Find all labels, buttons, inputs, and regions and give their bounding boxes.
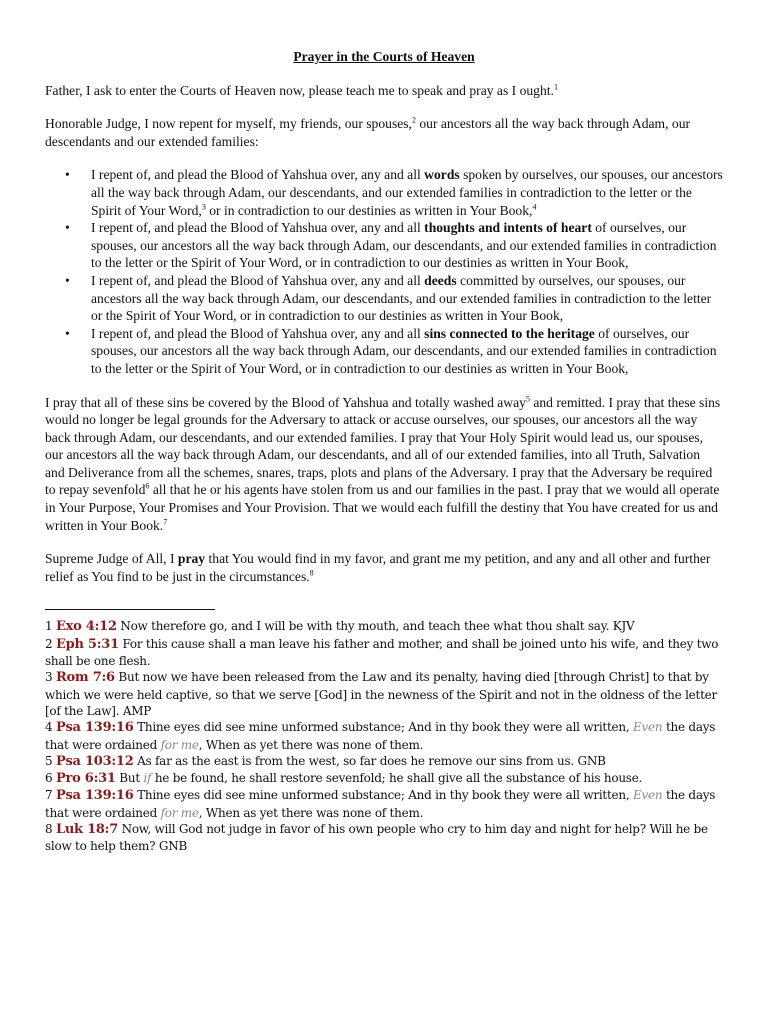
footnote-6	[45, 770, 723, 787]
repentance-list	[45, 166, 723, 377]
judge-text-a: Honorable Judge, I now repent for myself, my friends, our spouses,	[45, 116, 412, 132]
item-bold: words	[424, 167, 460, 183]
item-text: I repent of, and plead the Blood of Yahshua over, any and all	[91, 325, 425, 341]
scripture-ref: Luk 18:7	[55, 822, 119, 837]
scripture-ref: Eph 5:31	[55, 636, 119, 652]
list-item-heritage	[45, 325, 723, 378]
footnote-number: 3	[45, 670, 56, 685]
footnote-text: he be found, he shall restore sevenfold; he shall give all the substance of his house.	[151, 771, 643, 786]
footnote-marker: 8	[309, 568, 314, 578]
judge-paragraph	[45, 115, 723, 150]
item-bold: thoughts and intents of heart	[424, 220, 592, 236]
bullet-icon: •	[65, 220, 70, 236]
judge-text-b: our ancestors all the way back through Adam, our descendants and our extended families:	[45, 116, 691, 149]
footnote-8	[45, 821, 723, 855]
item-text: of ourselves, our spouses, our ancestors all the way back through Adam, our descendants, and our extended families in contradiction to the letter or the Spirit of Your Word, or in contradiction to our destinies as written in Your Book,	[91, 220, 717, 271]
item-text: I repent of, and plead the Blood of Yahshua over, any and all	[91, 167, 425, 183]
scripture-ref: Exo 4:12	[55, 619, 117, 635]
pray-text-b: and remitted. I pray that these sins would no longer be legal grounds for the Adversary to attack or accuse ourselves, our spouses, our ancestors all the way back through Adam, our descendants, and our extended families. I pray that Your Holy Spirit would lead us, our spouses, our ancestors all the way back through Adam, our descendants, and all of our extended families, into all Truth, Salvation and Deliverance from all the schemes, snares, traps, plots and plans of the Adversary. I pray that the Adversary be required to repay sevenfold	[45, 394, 721, 498]
spacer	[45, 601, 723, 609]
footnote-marker: 2	[411, 115, 416, 125]
scripture-ref: Rom 7:6	[55, 670, 115, 686]
footnote-number: 1	[45, 619, 56, 634]
intro-paragraph	[45, 82, 723, 100]
item-text: I repent of, and plead the Blood of Yahshua over, any and all	[91, 220, 425, 236]
footnote-4	[45, 719, 723, 753]
item-text: or in contradiction to our destinies as written in Your Book,	[205, 202, 533, 218]
intro-text: Father, I ask to enter the Courts of Heaven now, please teach me to speak and pray as I ought.	[45, 82, 554, 98]
italic-word: for me	[160, 737, 199, 752]
footnote-number: 2	[45, 636, 56, 651]
item-text: spoken by ourselves, our spouses, our ancestors all the way back through Adam, our descendants, and our extended families in contradiction to the letter or the Spirit of Your Word,	[91, 167, 723, 218]
footnote-text: Now therefore go, and I will be with thy mouth, and teach thee what thou shalt say. KJV	[116, 619, 635, 634]
footnote-text: the days that were ordained	[45, 788, 716, 820]
footnote-marker: 1	[553, 82, 558, 92]
footnote-number: 5	[45, 753, 56, 768]
list-item-thoughts	[45, 219, 723, 272]
footnote-text: Now, will God not judge in favor of his own people who cry to him day and night for help? Will he be slow to help them? GNB	[45, 822, 708, 854]
item-text: of ourselves, our spouses, our ancestors all the way back through Adam, our descendants, and our extended families in contradiction to the letter or the Spirit of Your Word, or in contradiction to our destinies as written in Your Book,	[91, 325, 717, 376]
italic-word: for me	[160, 805, 199, 820]
footnote-3	[45, 669, 723, 719]
item-bold: deeds	[424, 272, 457, 288]
supreme-paragraph	[45, 550, 723, 585]
italic-word: if	[143, 771, 152, 786]
item-text: committed by ourselves, our spouses, our ancestors all the way back through Adam, our descendants, and our extended families in contradiction to the letter or the Spirit of Your Word, or in contradiction to our destinies as written in Your Book,	[91, 272, 712, 324]
footnote-text: the days that were ordained	[45, 720, 716, 752]
footnote-marker: 4	[532, 202, 537, 212]
footnote-5	[45, 753, 723, 770]
bullet-icon: •	[65, 167, 70, 183]
footnote-number: 4	[45, 720, 56, 735]
footnote-divider	[45, 609, 215, 610]
supreme-text-a: Supreme Judge of All, I	[45, 551, 178, 567]
footnote-number: 8	[45, 822, 56, 836]
scripture-ref: Pro 6:31	[55, 771, 116, 787]
footnote-text: Thine eyes did see mine unformed substance; And in thy book they were all written,	[133, 788, 634, 803]
italic-word: Even	[633, 788, 663, 803]
footnote-marker: 7	[163, 517, 168, 527]
pray-text-c: all that he or his agents have stolen from us and our families in the past. I pray that we would all operate in Your Purpose, Your Promises and Your Provision. That we would each fulfill the destiny that You have created for us and written in Your Book.	[45, 482, 720, 533]
bullet-icon: •	[65, 325, 70, 341]
footnote-text: , When as yet there was none of them.	[198, 805, 424, 820]
footnote-2	[45, 636, 723, 670]
footnote-text: For this cause shall a man leave his father and mother, and shall be joined unto his wife, and they two shall be one flesh.	[45, 636, 719, 669]
footnote-text: As far as the east is from the west, so far does he remove our sins from us. GNB	[133, 753, 606, 768]
scripture-ref: Psa 103:12	[55, 753, 134, 769]
footnote-marker: 6	[145, 481, 150, 491]
footnote-text: Thine eyes did see mine unformed substance; And in thy book they were all written,	[133, 720, 634, 735]
scripture-ref: Psa 139:16	[55, 788, 134, 804]
italic-word: Even	[633, 720, 663, 735]
footnote-number: 7	[45, 788, 56, 803]
scripture-ref: Psa 139:16	[55, 720, 134, 736]
footnote-7	[45, 787, 723, 821]
footnote-marker: 3	[201, 202, 206, 212]
pray-paragraph	[45, 394, 723, 535]
supreme-text-b: that You would find in my favor, and grant me my petition, and any and all other and further relief as You find to be just in the circumstances.	[45, 551, 711, 584]
list-item-deeds	[45, 272, 723, 325]
bullet-icon: •	[65, 272, 70, 288]
document-page	[45, 48, 723, 855]
footnote-marker: 5	[525, 393, 530, 403]
footnote-text: But	[115, 771, 144, 786]
footnote-number: 6	[45, 771, 56, 786]
footnotes	[45, 618, 723, 854]
list-item-words	[45, 166, 723, 219]
footnote-1	[45, 618, 723, 635]
page-title: Prayer in the Courts of Heaven	[293, 49, 475, 64]
item-text: I repent of, and plead the Blood of Yahshua over, any and all	[91, 272, 425, 288]
footnote-text: , When as yet there was none of them.	[198, 737, 424, 752]
supreme-bold: pray	[177, 551, 206, 567]
footnote-text: But now we have been released from the Law and its penalty, having died [through Christ] to that by which we were held captive, so that we serve [God] in the newness of the Spirit and not in the oldness of the letter [of the Law]. AMP	[45, 670, 717, 718]
pray-text-a: I pray that all of these sins be covered by the Blood of Yahshua and totally washed away	[45, 394, 526, 410]
item-bold: sins connected to the heritage	[424, 325, 595, 341]
